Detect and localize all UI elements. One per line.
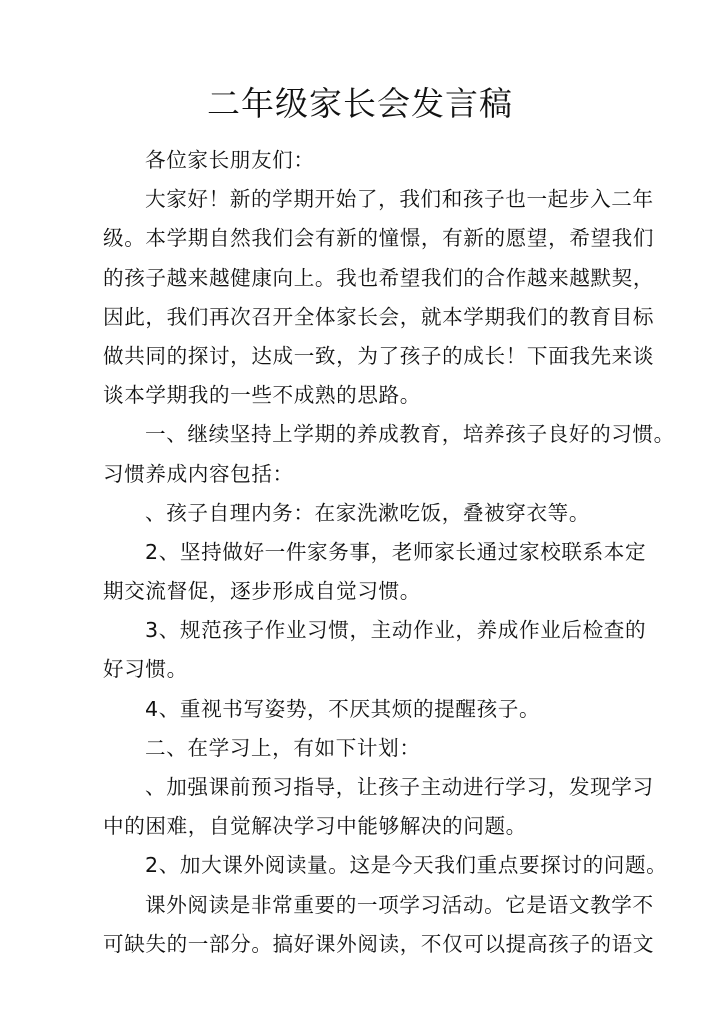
section-heading-2: 二、在学习上，有如下计划： [145,735,421,760]
paragraph-line: 可缺失的一部分。搞好课外阅读，不仅可以提高孩子的语文 [103,931,655,956]
list-item: 2、坚持做好一件家务事，老师家长通过家校联系本定 [145,539,647,564]
document-title: 二年级家长会发言稿 [207,84,513,123]
paragraph-line: 课外阅读是非常重要的一项学习活动。它是语文教学不 [145,892,654,917]
list-item: 4、重视书写姿势，不厌其烦的提醒孩子。 [145,696,541,721]
paragraph-line: 好习惯。 [103,657,188,682]
paragraph-line: 期交流督促，逐步形成自觉习惯。 [103,579,421,604]
list-item: 3、规范孩子作业习惯，主动作业，养成作业后检查的 [145,618,647,643]
list-item: 、孩子自理内务：在家洗漱吃饭，叠被穿衣等。 [145,500,591,525]
paragraph-line: 级。本学期自然我们会有新的憧憬，有新的愿望，希望我们 [103,226,655,251]
list-item: 2、加大课外阅读量。这是今天我们重点要探讨的问题。 [145,853,668,878]
paragraph-line: 做共同的探讨，达成一致，为了孩子的成长！下面我先来谈 [103,343,655,368]
paragraph-line: 谈本学期我的一些不成熟的思路。 [103,383,421,408]
document-body [103,141,675,964]
paragraph-line: 大家好！新的学期开始了，我们和孩子也一起步入二年 [145,187,654,212]
paragraph-line: 因此，我们再次召开全体家长会，就本学期我们的教育目标 [103,304,655,329]
paragraph-line: 习惯养成内容包括： [103,461,294,486]
section-heading-1: 一、继续坚持上学期的养成教育，培养孩子良好的习惯。 [145,422,675,447]
paragraph-line: 中的困难，自觉解决学习中能够解决的问题。 [103,814,527,839]
list-item: 、加强课前预习指导，让孩子主动进行学习，发现学习 [145,775,654,799]
salutation: 各位家长朋友们： [145,148,315,172]
paragraph-line: 的孩子越来越健康向上。我也希望我们的合作越来越默契， [103,265,655,290]
